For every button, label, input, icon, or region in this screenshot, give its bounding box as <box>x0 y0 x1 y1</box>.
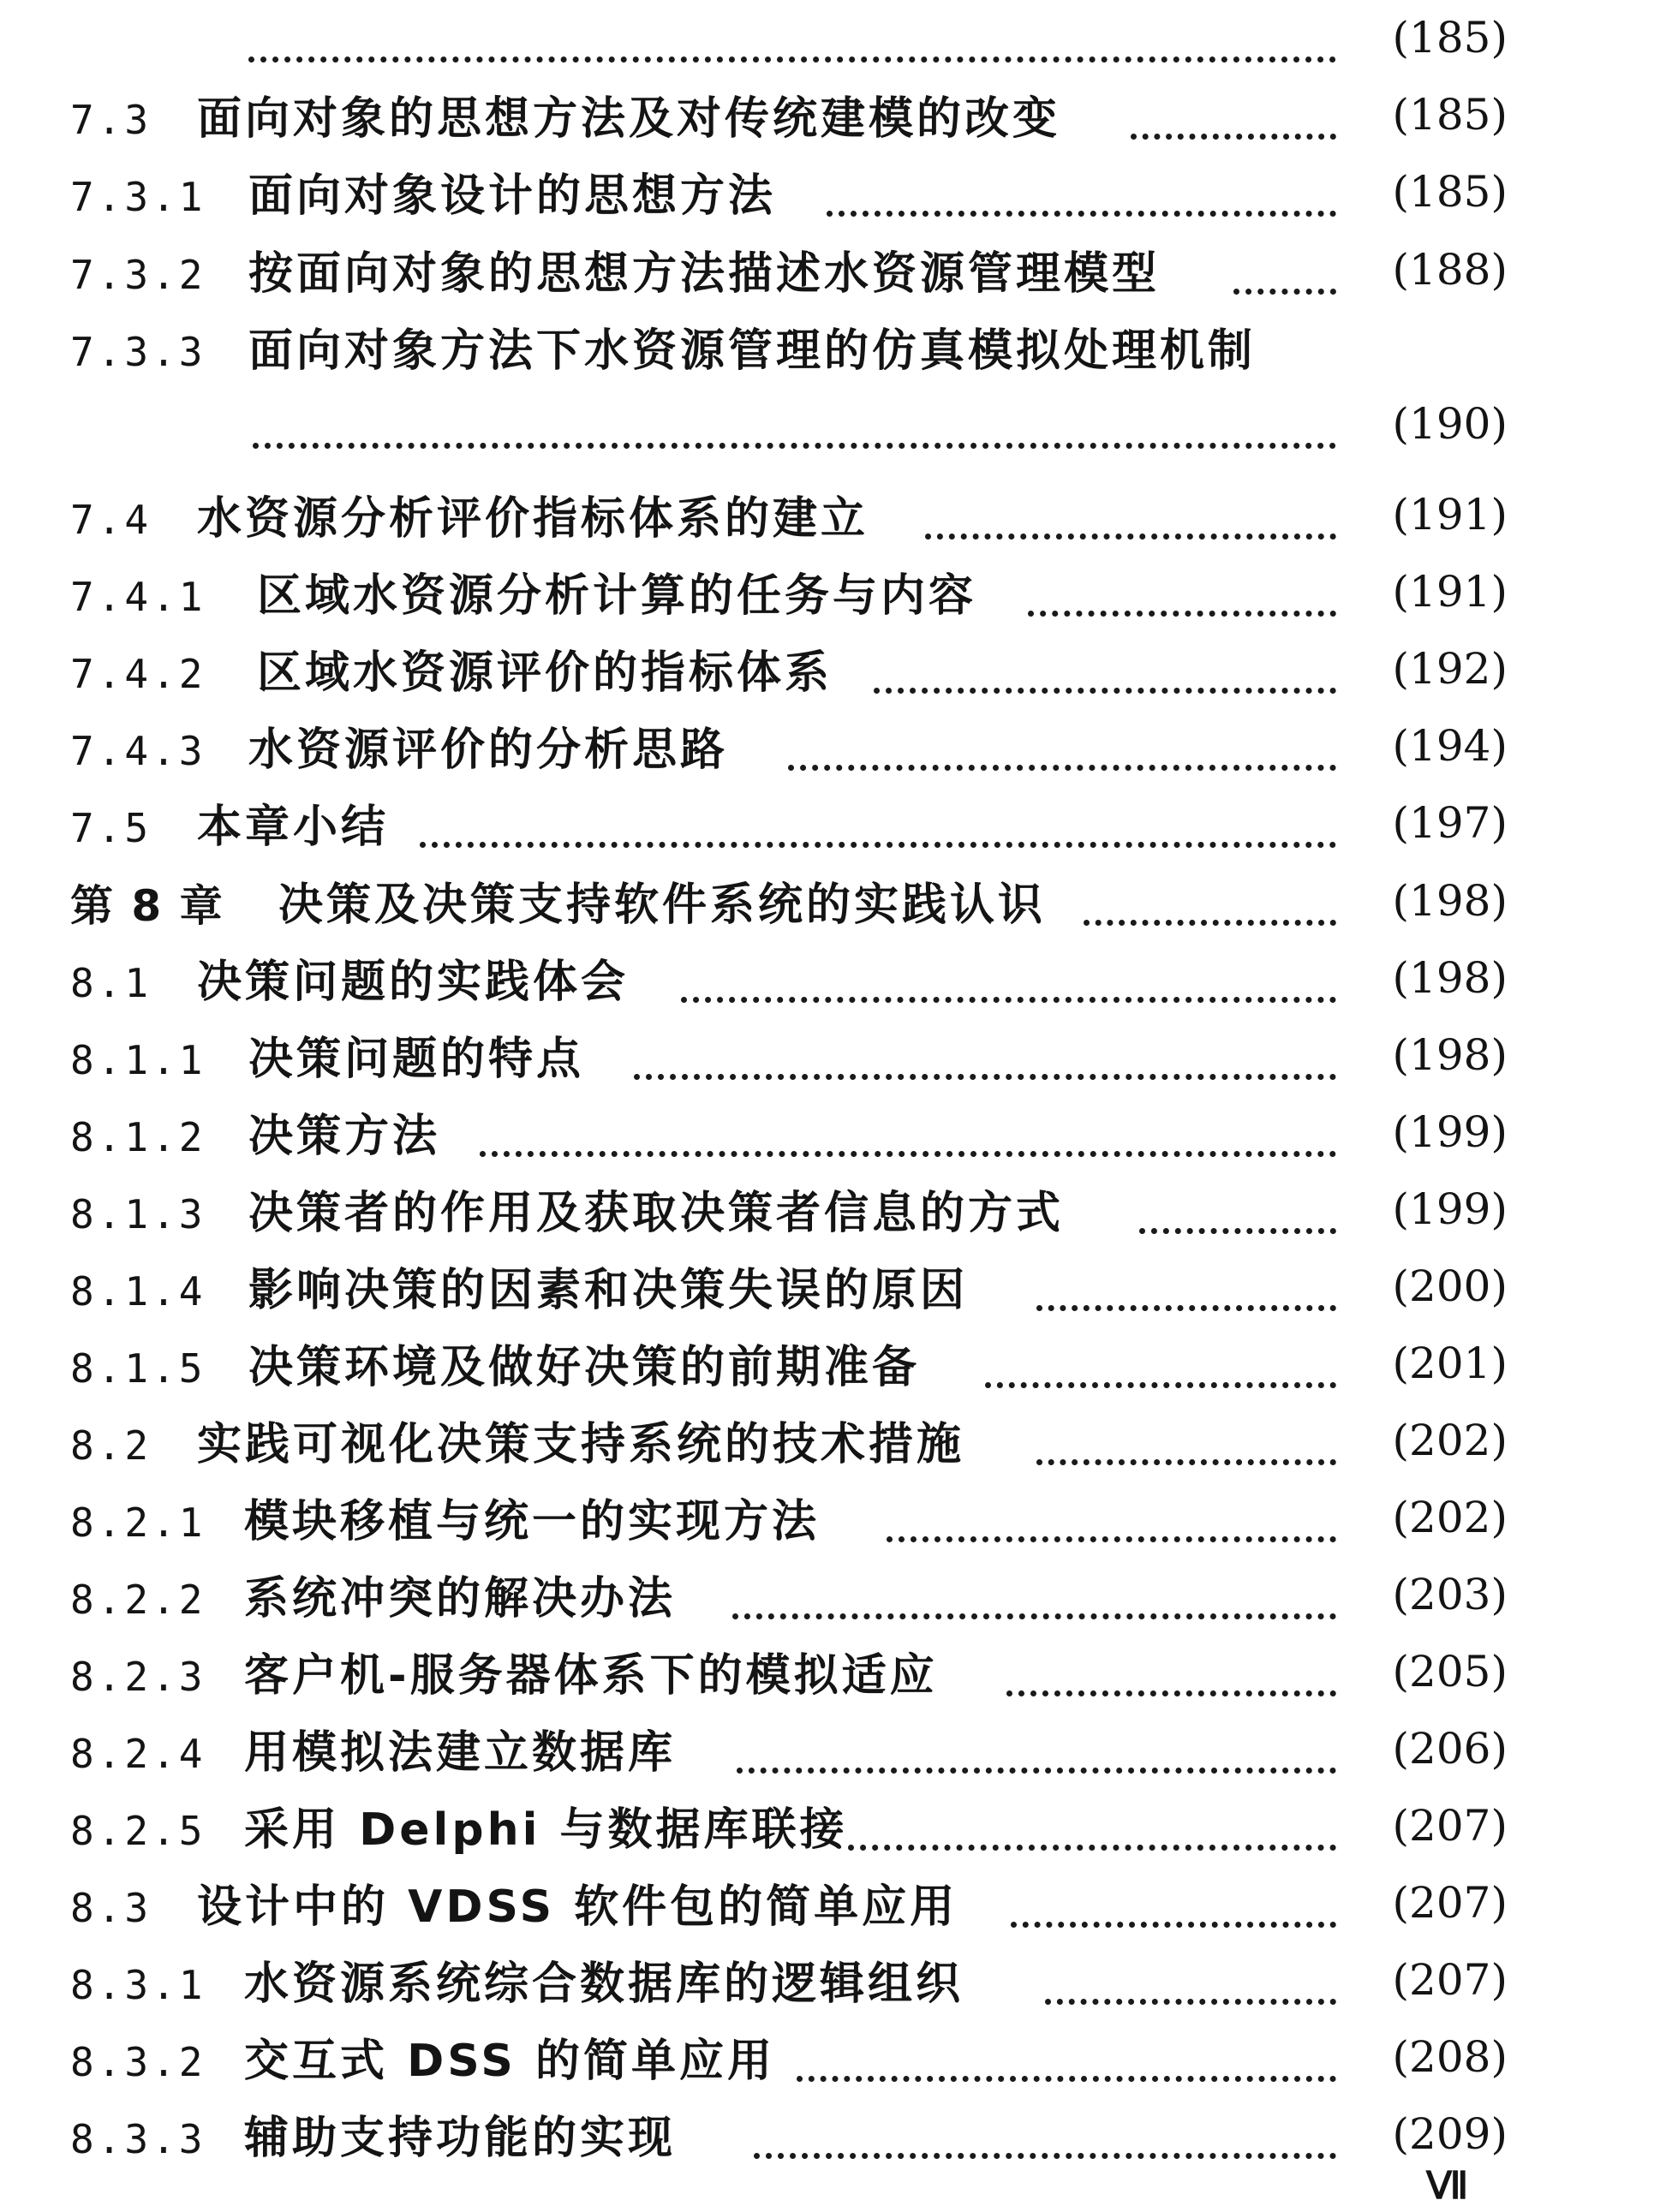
toc-dot-leader <box>797 2033 1336 2082</box>
toc-title: 水资源分析评价指标体系的建立 <box>197 493 869 545</box>
toc-page-number: (209) <box>1392 2109 1508 2159</box>
toc-dot-leader <box>1006 1648 1336 1696</box>
toc-page-number: (202) <box>1392 1493 1508 1542</box>
toc-page-number: (191) <box>1392 567 1508 617</box>
toc-row-8 <box>0 640 1660 717</box>
toc-dot-leader <box>732 1571 1336 1619</box>
toc-number: 8.2.4 <box>70 1731 206 1777</box>
toc-title: 区域水资源评价的指标体系 <box>257 647 833 699</box>
toc-row-15 <box>0 1180 1660 1257</box>
toc-page-number: (199) <box>1392 1107 1508 1157</box>
toc-dot-leader <box>480 1108 1336 1157</box>
toc-number: 7.3.1 <box>70 174 206 220</box>
toc-page-number: (190) <box>1392 399 1508 449</box>
toc-number: 7.3.3 <box>70 329 206 375</box>
toc-dot-leader <box>1045 1956 1336 2005</box>
toc-title: 决策问题的特点 <box>248 1034 585 1085</box>
toc-dot-leader <box>925 491 1336 540</box>
toc-title: 决策方法 <box>248 1111 441 1162</box>
toc-row-26 <box>0 2028 1660 2105</box>
toc-row-9 <box>0 717 1660 794</box>
toc-dot-leader <box>827 168 1336 217</box>
toc-dot-leader <box>1131 91 1336 140</box>
toc-page-number: (194) <box>1392 721 1508 771</box>
toc-page-number: (198) <box>1392 1030 1508 1080</box>
toc-page-number: (207) <box>1392 1801 1508 1851</box>
toc-dot-leader <box>1084 877 1336 926</box>
toc-page-number: (202) <box>1392 1416 1508 1465</box>
toc-page-number: (207) <box>1392 1955 1508 2005</box>
toc-title: 水资源评价的分析思路 <box>248 724 729 776</box>
toc-title: 用模拟法建立数据库 <box>244 1727 677 1779</box>
toc-number: 7.5 <box>70 805 152 851</box>
toc-title: 区域水资源分析计算的任务与内容 <box>257 570 977 622</box>
toc-number: 8.3.2 <box>70 2039 206 2085</box>
toc-page-number: (198) <box>1392 953 1508 1003</box>
toc-number: 7.4.1 <box>70 574 206 620</box>
toc-row-4 <box>0 318 1660 395</box>
toc-row-27 <box>0 2105 1660 2182</box>
toc-page-number: (185) <box>1392 13 1508 63</box>
toc-number: 7.4.2 <box>70 651 206 697</box>
toc-number: 8.2.1 <box>70 1500 206 1546</box>
toc-page-number: (185) <box>1392 167 1508 217</box>
toc-dot-leader <box>420 799 1336 848</box>
toc-page-number: (185) <box>1392 90 1508 140</box>
toc-row-12 <box>0 949 1660 1026</box>
toc-number: 7.4 <box>70 497 152 543</box>
toc-dot-leader <box>985 1339 1336 1388</box>
toc-page-number: (205) <box>1392 1647 1508 1696</box>
toc-title: 客户机-服务器体系下的模拟适应 <box>244 1650 938 1702</box>
toc-dot-leader <box>788 722 1336 771</box>
toc-number: 8.1.5 <box>70 1345 206 1392</box>
toc-number: 8.3 <box>70 1885 152 1931</box>
toc-number: 8.2.5 <box>70 1808 206 1854</box>
toc-title: 决策者的作用及获取决策者信息的方式 <box>248 1188 1065 1239</box>
toc-title: 面向对象设计的思想方法 <box>248 170 777 222</box>
toc-title: 面向对象的思想方法及对传统建模的改变 <box>197 93 1061 145</box>
toc-title: 采用 Delphi 与数据库联接 <box>244 1804 848 1856</box>
toc-row-24 <box>0 1874 1660 1951</box>
toc-dot-leader <box>737 1725 1336 1774</box>
toc-row-11 <box>0 872 1660 949</box>
toc-row-13 <box>0 1026 1660 1103</box>
toc-row-19 <box>0 1488 1660 1565</box>
toc-number: 8.2.3 <box>70 1654 206 1700</box>
toc-number: 8.3.3 <box>70 2116 206 2162</box>
toc-number: 8.1.2 <box>70 1114 206 1160</box>
toc-dot-leader <box>248 14 1336 63</box>
toc-dot-leader <box>1036 1416 1336 1465</box>
toc-row-0 <box>0 9 1660 86</box>
toc-title: 本章小结 <box>197 802 390 853</box>
toc-title: 辅助支持功能的实现 <box>244 2113 677 2164</box>
toc-page-number: (201) <box>1392 1339 1508 1388</box>
toc-row-7 <box>0 563 1660 640</box>
toc-title: 决策问题的实践体会 <box>197 957 630 1008</box>
toc-row-20 <box>0 1565 1660 1643</box>
toc-number: 8.1.4 <box>70 1268 206 1315</box>
toc-page-number: (206) <box>1392 1724 1508 1774</box>
toc-row-1 <box>0 86 1660 163</box>
toc-title: 设计中的 VDSS 软件包的简单应用 <box>197 1881 958 1933</box>
toc-dot-leader <box>1011 1879 1336 1928</box>
toc-number: 8.2 <box>70 1422 152 1469</box>
toc-number: 7.3.2 <box>70 252 206 298</box>
toc-title: 实践可视化决策支持系统的技术措施 <box>197 1419 965 1470</box>
toc-number: 8.1.1 <box>70 1037 206 1083</box>
toc-page-number: (191) <box>1392 490 1508 540</box>
toc-dot-leader <box>253 400 1336 449</box>
toc-dot-leader <box>1233 246 1336 295</box>
toc-number: 8.1 <box>70 960 152 1006</box>
toc-number: 8.3.1 <box>70 1962 206 2008</box>
toc-page-number: (199) <box>1392 1184 1508 1234</box>
toc-page-number: (208) <box>1392 2032 1508 2082</box>
toc-page-number: (197) <box>1392 798 1508 848</box>
toc-row-25 <box>0 1951 1660 2028</box>
toc-title: 按面向对象的思想方法描述水资源管理模型 <box>248 248 1161 300</box>
toc-row-10 <box>0 794 1660 871</box>
toc-title: 影响决策的因素和决策失误的原因 <box>248 1265 969 1316</box>
page-number: Ⅶ <box>1426 2165 1469 2207</box>
toc-row-23 <box>0 1797 1660 1874</box>
toc-dot-leader <box>1028 568 1336 617</box>
toc-row-2 <box>0 163 1660 240</box>
toc-row-5 <box>0 395 1660 472</box>
toc-page-number: (203) <box>1392 1570 1508 1619</box>
toc-number: 7.3 <box>70 97 152 143</box>
toc-number: 8.2.2 <box>70 1577 206 1623</box>
toc-title: 交互式 DSS 的简单应用 <box>244 2036 775 2087</box>
toc-page-number: (192) <box>1392 644 1508 694</box>
toc-row-21 <box>0 1643 1660 1720</box>
toc-dot-leader <box>754 2110 1336 2159</box>
toc-row-6 <box>0 486 1660 563</box>
toc-dot-leader <box>1139 1185 1336 1234</box>
toc-dot-leader <box>634 1031 1336 1080</box>
toc-page-number: (207) <box>1392 1878 1508 1928</box>
toc-row-16 <box>0 1257 1660 1334</box>
toc-title: 水资源系统综合数据库的逻辑组织 <box>244 1959 964 2010</box>
toc-title: 面向对象方法下水资源管理的仿真模拟处理机制 <box>248 325 1257 377</box>
toc-dot-leader <box>848 1802 1336 1851</box>
toc-page-number: (188) <box>1392 245 1508 295</box>
toc-dot-leader <box>1036 1262 1336 1311</box>
toc-row-3 <box>0 241 1660 318</box>
toc-dot-leader <box>887 1494 1336 1542</box>
toc-row-17 <box>0 1334 1660 1411</box>
toc-number: 第 8 章 <box>70 881 224 931</box>
toc-row-22 <box>0 1720 1660 1797</box>
toc-number: 7.4.3 <box>70 728 206 774</box>
toc-page-number: (200) <box>1392 1261 1508 1311</box>
toc-row-14 <box>0 1103 1660 1180</box>
toc-dot-leader <box>874 645 1336 694</box>
toc-title: 决策及决策支持软件系统的实践认识 <box>278 879 1047 931</box>
toc-row-18 <box>0 1411 1660 1488</box>
toc-title: 决策环境及做好决策的前期准备 <box>248 1342 921 1393</box>
toc-title: 模块移植与统一的实现方法 <box>244 1496 821 1547</box>
toc-page-number: (198) <box>1392 876 1508 926</box>
toc-dot-leader <box>681 954 1336 1003</box>
toc-title: 系统冲突的解决办法 <box>244 1573 677 1625</box>
toc-number: 8.1.3 <box>70 1191 206 1237</box>
